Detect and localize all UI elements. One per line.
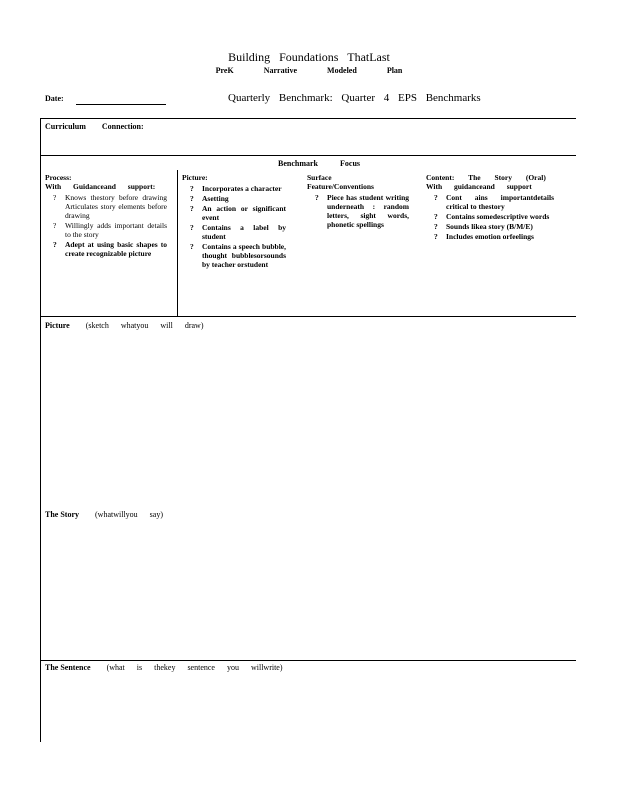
date-input-line[interactable] — [76, 104, 166, 105]
benchmark-focus-heading: Benchmark Focus — [278, 159, 360, 168]
left-border — [40, 118, 41, 742]
subtitle-genre: Narrative — [263, 66, 298, 75]
list-item: ? Includes emotion orfeelings — [434, 232, 534, 241]
story-section-label: The Story (whatwillyou say) — [45, 510, 163, 519]
surface-column — [307, 173, 409, 230]
divider — [40, 660, 576, 661]
subtitle-type: Plan — [386, 66, 403, 75]
list-item: ? Sounds likea story (B/M/E) — [434, 222, 533, 231]
list-item: ? Contains a speech bubble, thought bubblesorsounds by teacher orstudent — [190, 242, 286, 269]
document-subtitle — [0, 66, 618, 75]
divider — [40, 118, 576, 119]
content-column — [426, 173, 554, 242]
list-item: ? Contains a label by student — [190, 223, 286, 241]
divider — [40, 316, 576, 317]
process-sub: With Guidanceand support: — [45, 182, 156, 191]
picture-column — [182, 173, 286, 270]
date-label: Date: — [45, 94, 64, 103]
process-heading: Process: — [45, 173, 72, 182]
list-item: ? Adept at using basic shapes to create recognizable picture — [53, 240, 167, 258]
list-item: ? Knows thestory before drawing Articulates story elements before drawing — [53, 193, 167, 220]
process-column — [45, 173, 167, 259]
surface-sub: Feature/Conventions — [307, 182, 374, 191]
picture-heading: Picture: — [182, 173, 208, 182]
divider — [40, 155, 576, 156]
list-item: ? Piece has student writing underneath : random letters, sight words, phonetic spellings — [315, 193, 409, 229]
list-item: ? An action or significant event — [190, 204, 286, 222]
sentence-section-label: The Sentence (what is thekey sentence you willwrite) — [45, 663, 283, 672]
list-item: ? Incorporates a character — [190, 184, 282, 193]
list-item: ? Contains somedescriptive words — [434, 212, 550, 221]
list-item: ? Cont ains importantdetails critical to thestory — [434, 193, 554, 211]
document-title: Building Foundations ThatLast — [228, 50, 390, 64]
content-sub: With guidanceand support — [426, 182, 532, 191]
subtitle-grade: PreK — [215, 66, 234, 75]
surface-heading: Surface — [307, 173, 332, 182]
benchmark-line: Quarterly Benchmark: Quarter 4 EPS Benchmarks — [228, 92, 481, 104]
curriculum-connection-label: Curriculum Connection: — [45, 122, 144, 131]
subtitle-mode: Modeled — [327, 66, 357, 75]
picture-section-label: Picture (sketch whatyou will draw) — [45, 321, 204, 330]
list-item: ? Asetting — [190, 194, 229, 203]
list-item: ? Willingly adds important details to the story — [53, 221, 167, 239]
content-heading: Content: The Story (Oral) — [426, 173, 546, 182]
column-divider — [177, 170, 178, 316]
